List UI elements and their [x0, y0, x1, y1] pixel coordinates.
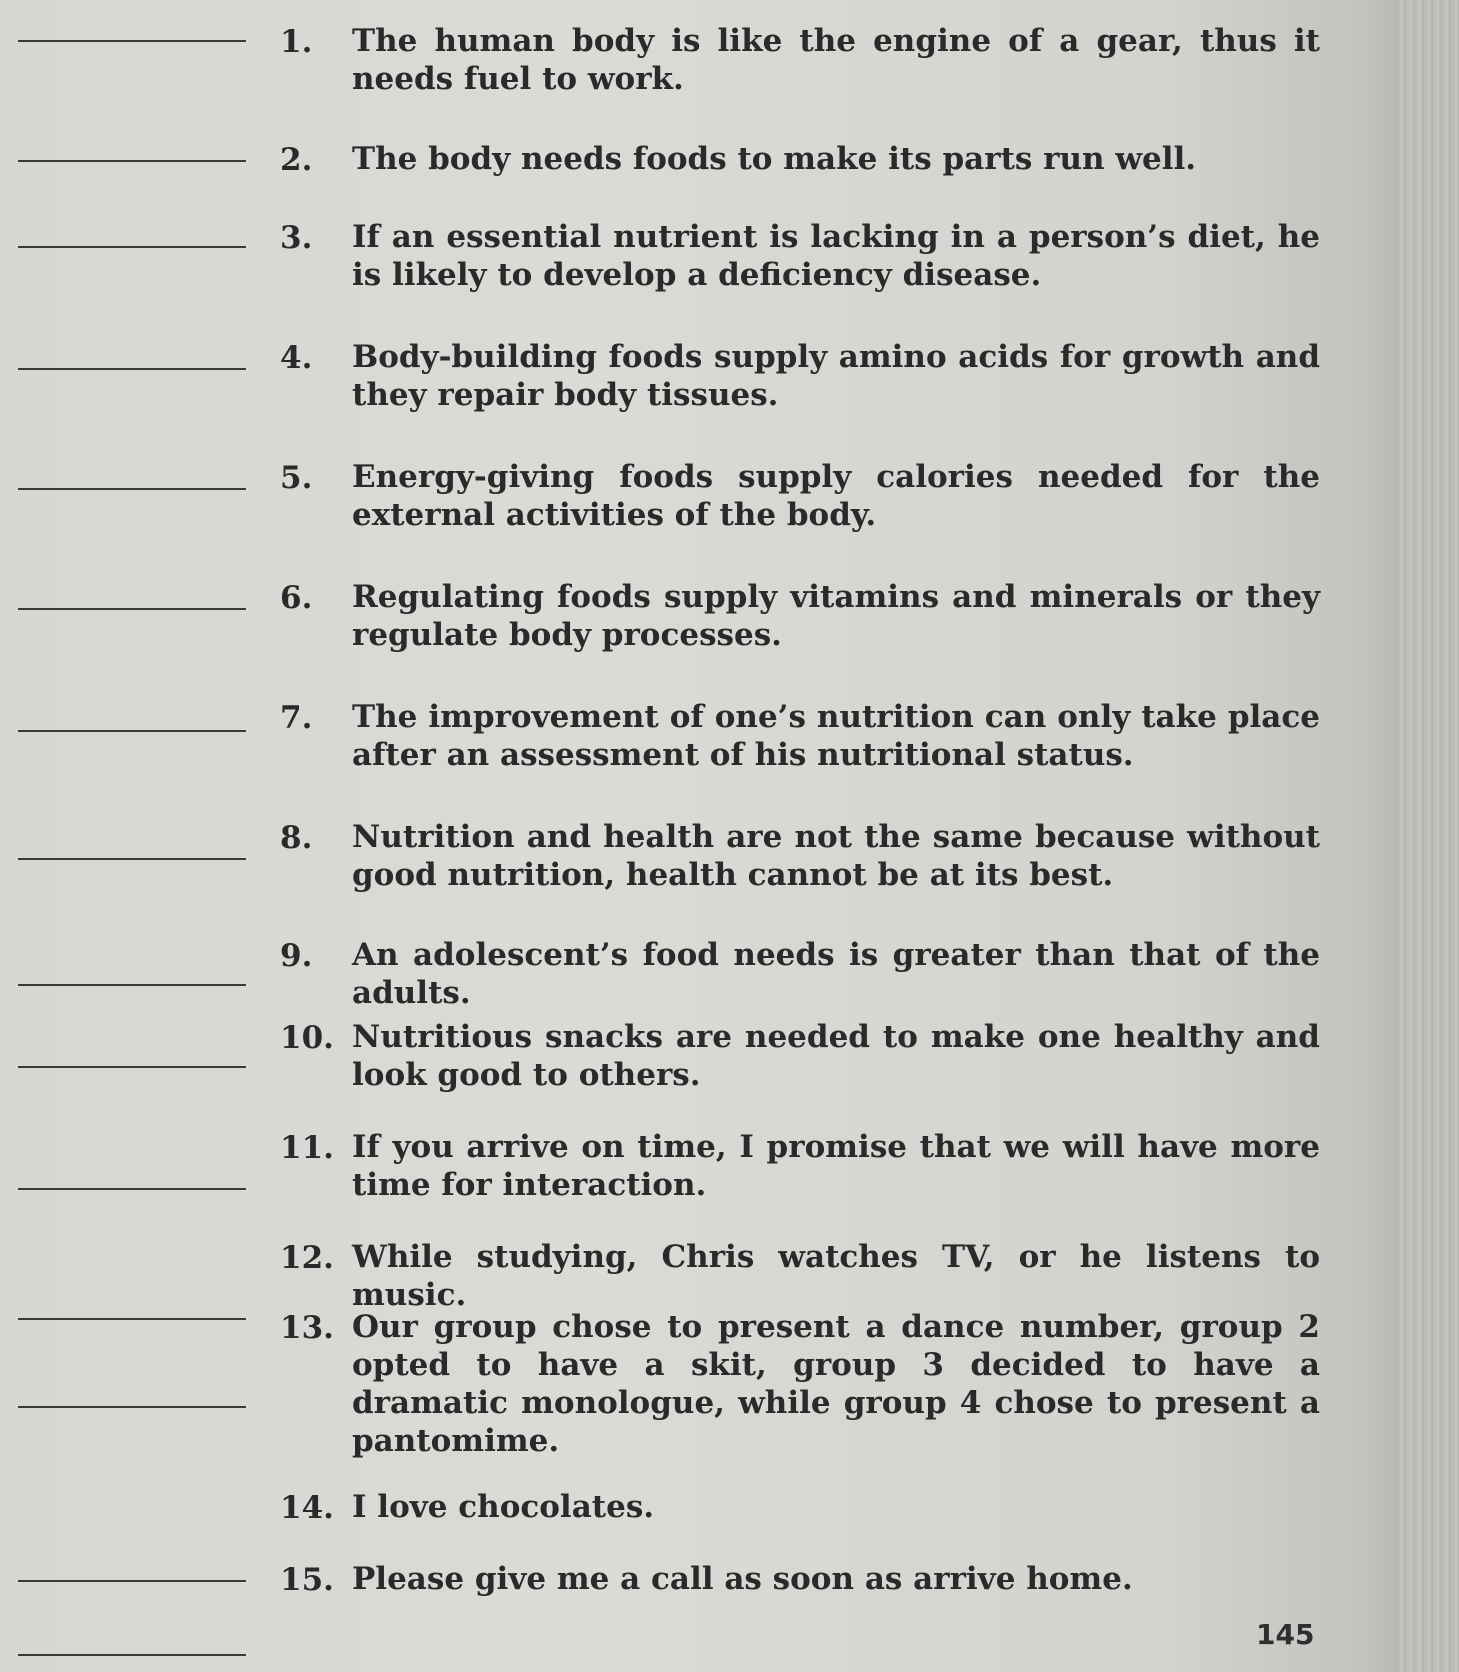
exercise-item-8: [0, 818, 1400, 898]
item-text-14: I love chocolates.: [352, 1489, 655, 1525]
item-number-10: 10.: [280, 1020, 334, 1056]
item-number-7: 7.: [280, 700, 313, 736]
item-text-10: Nutritious snacks are needed to make one healthy and look good to others.: [352, 1019, 1320, 1093]
item-number-6: 6.: [280, 580, 313, 616]
exercise-item-4: [0, 338, 1400, 418]
item-text-12: While studying, Chris watches TV, or he listens to music.: [352, 1239, 1320, 1313]
answer-blank-1: [18, 40, 246, 42]
item-number-13: 13.: [280, 1310, 334, 1346]
exercise-item-7: [0, 698, 1400, 778]
exercise-item-10: [0, 1018, 1400, 1098]
item-text-7: The improvement of one’s nutrition can only take place after an assessment of his nutritional status.: [352, 699, 1320, 773]
exercise-item-13: [0, 1308, 1400, 1459]
item-number-2: 2.: [280, 142, 313, 178]
exercise-item-12: [0, 1238, 1400, 1318]
item-number-12: 12.: [280, 1240, 334, 1276]
item-text-4: Body-building foods supply amino acids for growth and they repair body tissues.: [352, 339, 1320, 413]
answer-blank-3: [18, 246, 246, 248]
answer-blank-6: [18, 608, 246, 610]
answer-blank-15: [18, 1654, 246, 1656]
answer-blank-10: [18, 1066, 246, 1068]
exercise-item-6: [0, 578, 1400, 658]
item-text-11: If you arrive on time, I promise that we will have more time for interaction.: [352, 1129, 1320, 1203]
page-number: 145: [1256, 1618, 1315, 1651]
exercise-item-2: [0, 140, 1400, 220]
item-number-9: 9.: [280, 938, 313, 974]
answer-blank-13: [18, 1406, 246, 1408]
answer-blank-8: [18, 858, 246, 860]
item-text-13: Our group chose to present a dance number, group 2 opted to have a skit, group 3 decided to have a dramatic monologue, while group 4 chose to present a pantomime.: [352, 1309, 1320, 1459]
item-number-5: 5.: [280, 460, 313, 496]
item-number-11: 11.: [280, 1130, 334, 1166]
exercise-item-14: [0, 1488, 1400, 1568]
answer-blank-11: [18, 1188, 246, 1190]
item-text-3: If an essential nutrient is lacking in a person’s diet, he is likely to develop a deficiency disease.: [352, 219, 1320, 293]
item-number-15: 15.: [280, 1562, 334, 1598]
book-page-edges: [1399, 0, 1459, 1672]
item-text-9: An adolescent’s food needs is greater than that of the adults.: [352, 937, 1320, 1011]
answer-blank-5: [18, 488, 246, 490]
exercise-item-11: [0, 1128, 1400, 1208]
item-text-15: Please give me a call as soon as arrive home.: [352, 1561, 1133, 1597]
item-text-5: Energy-giving foods supply calories needed for the external activities of the body.: [352, 459, 1320, 533]
item-number-4: 4.: [280, 340, 313, 376]
answer-blank-7: [18, 730, 246, 732]
answer-blank-2: [18, 160, 246, 162]
exercise-item-5: [0, 458, 1400, 538]
item-text-1: The human body is like the engine of a gear, thus it needs fuel to work.: [352, 23, 1320, 97]
item-number-14: 14.: [280, 1490, 334, 1526]
exercise-item-15: [0, 1560, 1400, 1640]
exercise-item-1: [0, 22, 1400, 102]
exercise-item-9: [0, 936, 1400, 1016]
answer-blank-9: [18, 984, 246, 986]
item-text-2: The body needs foods to make its parts run well.: [352, 141, 1197, 177]
item-text-8: Nutrition and health are not the same because without good nutrition, health cannot be at its best.: [352, 819, 1320, 893]
item-number-1: 1.: [280, 24, 313, 60]
answer-blank-4: [18, 368, 246, 370]
exercise-item-3: [0, 218, 1400, 298]
item-number-8: 8.: [280, 820, 313, 856]
item-text-6: Regulating foods supply vitamins and minerals or they regulate body processes.: [352, 579, 1320, 653]
item-number-3: 3.: [280, 220, 313, 256]
